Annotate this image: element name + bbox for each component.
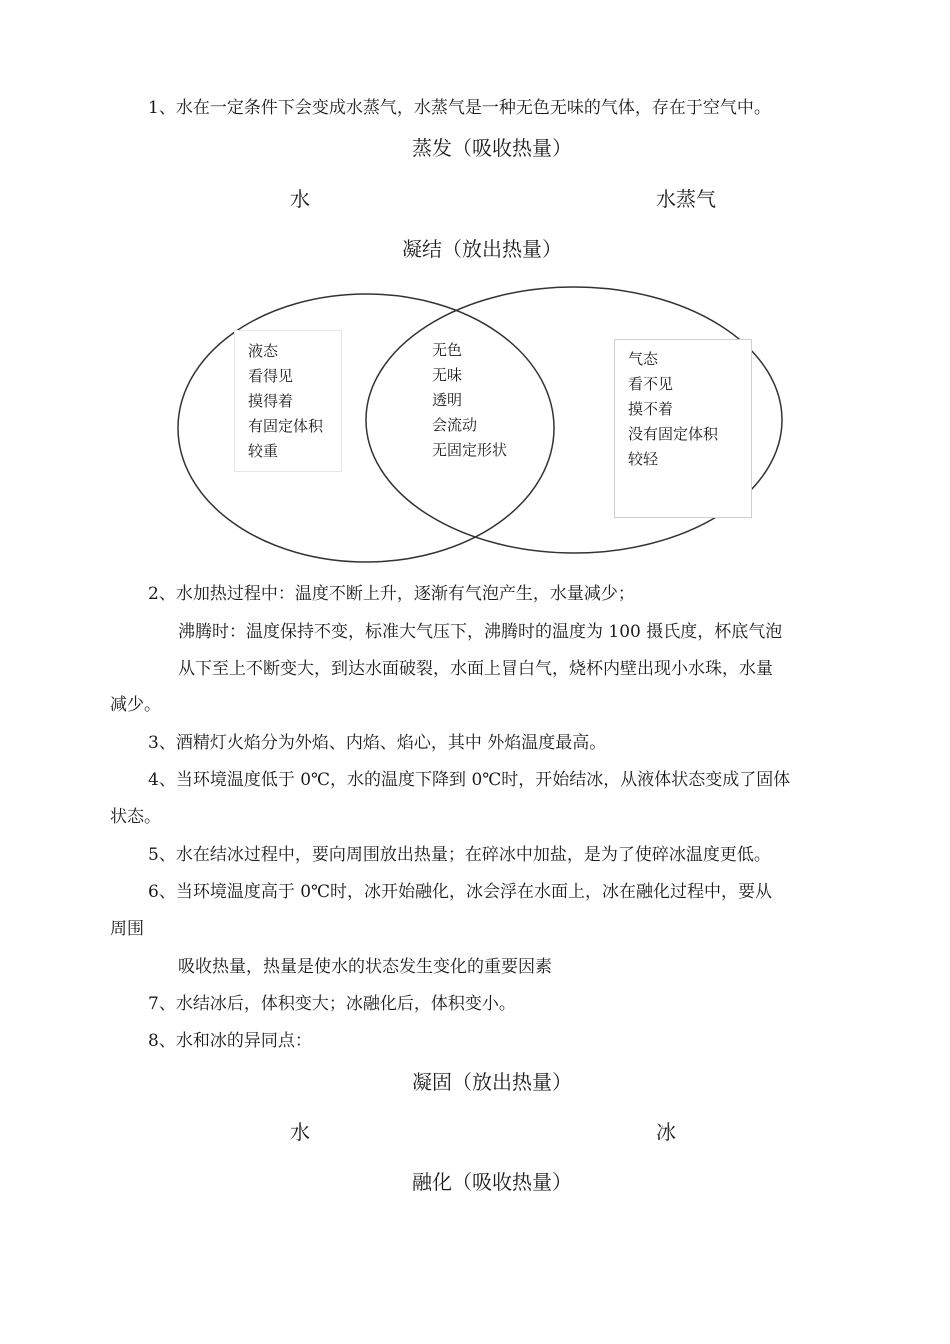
venn-middle-item: 无固定形状: [432, 441, 508, 459]
venn-left-item: 摸得着: [248, 392, 294, 410]
venn-right-item: 摸不着: [628, 400, 674, 418]
venn-middle-list: [432, 338, 507, 463]
venn-left-list: [248, 339, 323, 464]
venn-middle-item: 无味: [432, 366, 463, 384]
ice-label: 冰: [656, 1120, 676, 1144]
paragraph-6-line-2: 周围: [110, 919, 144, 939]
venn-right-item: 看不见: [628, 375, 674, 393]
venn-right-item: 气态: [628, 350, 659, 368]
venn-middle-item: 无色: [432, 341, 463, 359]
venn-right-list: [628, 347, 718, 472]
paragraph-2-boiling-line-2: 从下至上不断变大，到达水面破裂，水面上冒白气，烧杯内壁出现小水珠，水量: [178, 659, 773, 679]
paragraph-6-line-3: 吸收热量，热量是使水的状态发生变化的重要因素: [178, 957, 552, 977]
venn-left-item: 较重: [248, 442, 279, 460]
paragraph-2-boiling-line-3: 减少。: [110, 695, 161, 715]
freezing-label: 凝固（放出热量）: [412, 1070, 572, 1094]
paragraph-3: 3、酒精灯火焰分为外焰、内焰、焰心，其中 外焰温度最高。: [148, 733, 607, 753]
paragraph-8: 8、水和冰的异同点：: [148, 1031, 312, 1051]
paragraph-2-boiling-line-1: 沸腾时：温度保持不变，标准大气压下，沸腾时的温度为 100 摄氏度，杯底气泡: [178, 622, 783, 642]
paragraph-7: 7、水结冰后，体积变大；冰融化后，体积变小。: [148, 994, 516, 1014]
paragraph-5: 5、水在结冰过程中，要向周围放出热量；在碎冰中加盐，是为了使碎冰温度更低。: [148, 845, 771, 865]
venn-left-item: 液态: [248, 342, 279, 360]
venn-middle-item: 会流动: [432, 416, 478, 434]
venn-right-item: 较轻: [628, 450, 659, 468]
venn-middle-item: 透明: [432, 391, 463, 409]
paragraph-4-line-1: 4、当环境温度低于 0℃，水的温度下降到 0℃时，开始结冰，从液体状态变成了固体: [148, 770, 791, 790]
water-vapor-label: 水蒸气: [656, 187, 716, 211]
evaporation-label: 蒸发（吸收热量）: [412, 136, 572, 160]
paragraph-1: 1、水在一定条件下会变成水蒸气，水蒸气是一种无色无味的气体，存在于空气中。: [148, 98, 771, 118]
venn-left-item: 看得见: [248, 367, 294, 385]
condensation-label: 凝结（放出热量）: [402, 237, 562, 261]
paragraph-2: 2、水加热过程中：温度不断上升，逐渐有气泡产生，水量减少；: [148, 584, 635, 604]
melting-label: 融化（吸收热量）: [412, 1170, 572, 1194]
venn-left-item: 有固定体积: [248, 417, 324, 435]
paragraph-6-line-1: 6、当环境温度高于 0℃时，冰开始融化，冰会浮在水面上，冰在融化过程中，要从: [148, 882, 773, 902]
paragraph-4-line-2: 状态。: [110, 807, 161, 827]
venn-right-item: 没有固定体积: [628, 425, 719, 443]
water-label-2: 水: [290, 1120, 310, 1144]
water-label: 水: [290, 187, 310, 211]
